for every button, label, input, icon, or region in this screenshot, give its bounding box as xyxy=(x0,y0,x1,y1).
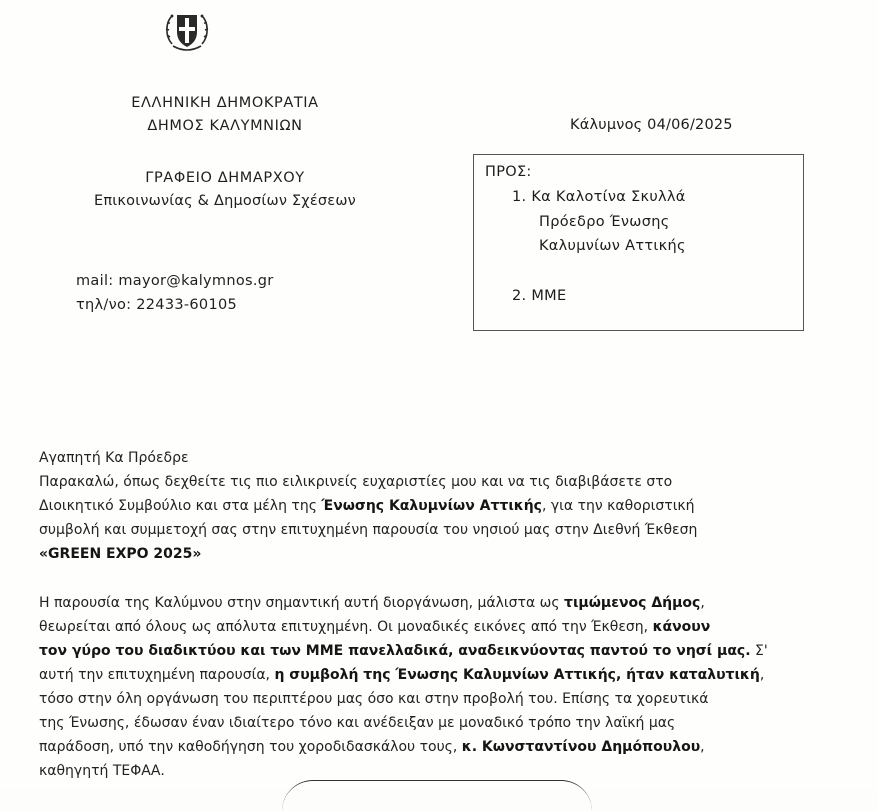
text-segment: αυτή την επιτυχημένη παρουσία, xyxy=(39,667,275,683)
text-segment: , για την καθοριστική xyxy=(541,498,695,514)
paragraph-1-line-1: Παρακαλώ, όπως δεχθείτε τις πιο ειλικρινείς ευχαριστίες μου και να τις διαβιβάσετε στο xyxy=(39,474,673,490)
recipient-1-organization: Καλυμνίων Αττικής xyxy=(539,238,686,254)
paragraph-2-line-3 xyxy=(39,639,839,663)
bold-segment: τον γύρο του διαδικτύου και των ΜΜΕ πανελλαδικά, αναδεικνύοντας παντού το νησί μας. xyxy=(39,643,751,659)
recipient-1-name: 1. Κα Καλοτίνα Σκυλλά xyxy=(512,189,686,205)
paragraph-1-line-3: συμβολή και συμμετοχή σας στην επιτυχημένη παρουσία του νησιού μας στην Διεθνή Έκθεση xyxy=(39,522,698,538)
bold-segment: τιμώμενος Δήμος xyxy=(564,595,701,611)
recipient-1-title: Πρόεδρο Ένωσης xyxy=(539,214,670,230)
greek-emblem-icon xyxy=(162,6,212,56)
paragraph-2-line-7 xyxy=(39,735,839,759)
paragraph-1-line-2 xyxy=(39,494,839,518)
text-segment: , xyxy=(700,739,705,755)
bold-segment: κ. Κωνσταντίνου Δημόπουλου xyxy=(461,739,701,755)
paragraph-2-line-5: τόσο στην όλη οργάνωση του περιπτέρου μας όσο και στην προβολή του. Επίσης τα χορευτικά xyxy=(39,691,709,707)
republic-heading: ΕΛΛΗΝΙΚΗ ΔΗΜΟΚΡΑΤΙΑ xyxy=(131,95,319,111)
salutation: Αγαπητή Κα Πρόεδρε xyxy=(39,450,189,466)
text-segment: , xyxy=(759,667,765,683)
office-heading: ΓΡΑΦΕΙΟ ΔΗΜΑΡΧΟΥ xyxy=(145,170,305,186)
letter-paragraph-1 xyxy=(39,446,839,566)
recipient-2-name: 2. ΜΜΕ xyxy=(512,288,567,304)
contact-phone: τηλ/νο: 22433-60105 xyxy=(76,297,238,313)
bold-segment: η συμβολή της Ένωσης Καλυμνίων Αττικής, ήταν καταλυτική xyxy=(274,667,760,683)
bold-segment: «GREEN EXPO 2025» xyxy=(39,546,202,562)
text-segment: Διοικητικό Συμβούλιο και στα μέλη της xyxy=(39,498,322,514)
paragraph-2-line-1 xyxy=(39,591,839,615)
bold-segment: κάνουν xyxy=(652,619,711,635)
municipality-heading: ΔΗΜΟΣ ΚΑΛΥΜΝΙΩΝ xyxy=(147,118,303,134)
bold-segment: Ένωσης Καλυμνίων Αττικής xyxy=(321,498,542,514)
text-segment: παράδοση, υπό την καθοδήγηση του χοροδιδασκάλου τους, xyxy=(39,739,462,755)
text-segment: Η παρουσία της Καλύμνου στην σημαντική αυτή διοργάνωση, μάλιστα ως xyxy=(39,595,565,611)
paragraph-2-line-4 xyxy=(39,663,839,687)
recipients-label: ΠΡΟΣ: xyxy=(485,164,532,180)
paragraph-2-line-6: της Ένωσης, έδωσαν έναν ιδιαίτερο τόνο και ανέδειξαν με μοναδικό τρόπο την λαϊκή μας xyxy=(39,715,676,731)
text-segment: Σ' xyxy=(750,643,768,659)
letter-paragraph-2 xyxy=(39,591,839,783)
recipients-box xyxy=(473,154,804,331)
letter-date: Κάλυμνος 04/06/2025 xyxy=(570,117,733,133)
text-segment: θεωρείται από όλους ως απόλυτα επιτυχημένη. Οι μοναδικές εικόνες από την Έκθεση, xyxy=(39,619,653,635)
contact-email: mail: mayor@kalymnos.gr xyxy=(76,273,274,289)
paragraph-2-line-8: καθηγητή ΤΕΦΑΑ. xyxy=(39,763,165,779)
paragraph-2-line-2 xyxy=(39,615,839,639)
footer-stamp-edge xyxy=(282,780,592,811)
text-segment: , xyxy=(700,595,705,611)
department-heading: Επικοινωνίας & Δημοσίων Σχέσεων xyxy=(94,193,356,209)
paragraph-1-line-4 xyxy=(39,542,839,566)
